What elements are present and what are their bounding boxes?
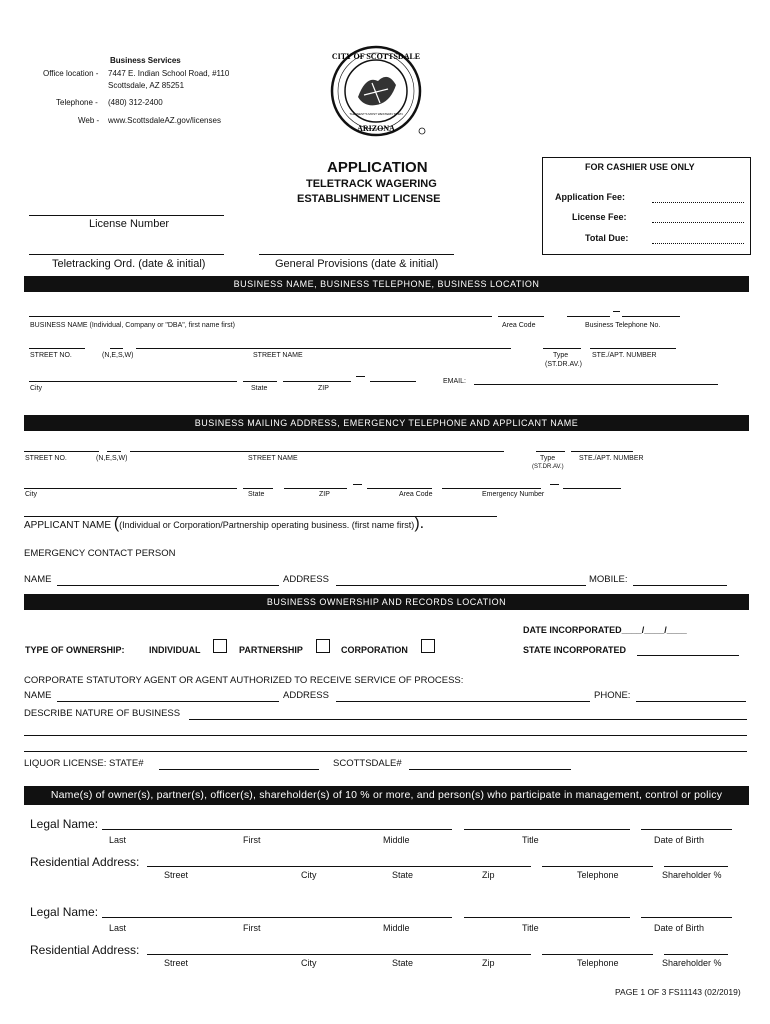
- seal-subtext: THE WEST'S MOST WESTERN TOWN: [349, 112, 403, 116]
- license-fee-field[interactable]: [652, 222, 744, 223]
- mail-street-no-label: STREET NO.: [25, 455, 67, 462]
- contact-name-field[interactable]: [57, 585, 279, 586]
- residential-label-2: Residential Address:: [30, 943, 140, 957]
- agent-phone-field[interactable]: [636, 701, 746, 702]
- date-incorporated-label[interactable]: DATE INCORPORATED____/____/____: [523, 625, 687, 635]
- last-label-1: Last: [109, 835, 127, 845]
- title-field-2[interactable]: [464, 917, 630, 918]
- license-number-label: License Number: [89, 218, 170, 230]
- seal-text-top: CITY OF SCOTTSDALE: [331, 52, 421, 61]
- last-label-2: Last: [109, 923, 127, 933]
- mail-zip-dash: [353, 484, 362, 485]
- dob-field-2[interactable]: [641, 917, 732, 918]
- email-field[interactable]: [474, 384, 718, 385]
- title-field-1[interactable]: [464, 829, 630, 830]
- application-fee-field[interactable]: [652, 202, 744, 203]
- direction-field[interactable]: [110, 348, 123, 349]
- tel-dash: [613, 311, 620, 312]
- telephone-label-2: Telephone: [577, 958, 619, 968]
- agent-phone-label: PHONE:: [594, 690, 631, 701]
- teletrack-ord-label: Teletracking Ord. (date & initial): [52, 258, 206, 270]
- mail-street-name-label: STREET NAME: [248, 455, 298, 462]
- title-label-1: Title: [522, 835, 539, 845]
- state-field[interactable]: [243, 381, 277, 382]
- mail-direction-label: (N,E,S,W): [96, 455, 128, 462]
- dob-field-1[interactable]: [641, 829, 732, 830]
- license-fee-label: License Fee:: [572, 212, 627, 222]
- web-label: Web -: [78, 116, 100, 125]
- state-label-2: State: [392, 958, 414, 968]
- direction-label: (N,E,S,W): [102, 352, 134, 359]
- telephone-field-2[interactable]: [542, 954, 653, 955]
- ste-apt-field[interactable]: [590, 348, 676, 349]
- agent-name-field[interactable]: [57, 701, 279, 702]
- city-seal-icon: [328, 45, 428, 139]
- business-name-field[interactable]: [29, 316, 492, 317]
- corporation-label: CORPORATION: [341, 645, 408, 655]
- license-number-field[interactable]: [29, 215, 224, 216]
- first-label-1: First: [243, 835, 261, 845]
- zip-dash: [356, 376, 365, 377]
- mail-street-type-label: Type: [540, 455, 556, 462]
- contact-mobile-field[interactable]: [633, 585, 727, 586]
- zip-label-1: Zip: [482, 870, 495, 880]
- total-due-field[interactable]: [652, 243, 744, 244]
- title-line2: ESTABLISHMENT LICENSE: [297, 193, 441, 205]
- state-incorporated-label: STATE INCORPORATED: [523, 645, 626, 655]
- city-label-1: City: [301, 870, 317, 880]
- legal-name-label-1: Legal Name:: [30, 817, 99, 831]
- mail-ste-apt-label: STE./APT. NUMBER: [579, 455, 644, 462]
- phone-label: Telephone -: [56, 98, 98, 107]
- zip-label: ZIP: [318, 385, 329, 392]
- street-label-2: Street: [164, 958, 189, 968]
- contact-mobile-label: MOBILE:: [589, 574, 628, 585]
- state-incorporated-field[interactable]: [637, 655, 739, 656]
- tel-prefix-field[interactable]: [567, 316, 610, 317]
- emergency-area-code-field[interactable]: [442, 488, 541, 489]
- mail-state-field[interactable]: [243, 488, 273, 489]
- nature-of-business-line2[interactable]: [24, 735, 747, 736]
- mail-city-field[interactable]: [24, 488, 237, 489]
- agent-name-label: NAME: [24, 690, 52, 701]
- shareholder-label-2: Shareholder %: [662, 958, 722, 968]
- total-due-label: Total Due:: [585, 233, 629, 243]
- mail-zip-field[interactable]: [284, 488, 347, 489]
- zip-field[interactable]: [283, 381, 351, 382]
- residential-label-1: Residential Address:: [30, 855, 140, 869]
- contact-address-field[interactable]: [336, 585, 586, 586]
- office-phone: (480) 312-2400: [108, 98, 163, 107]
- office-label: Office location -: [43, 69, 99, 78]
- teletrack-ord-field[interactable]: [29, 254, 224, 255]
- agent-address-label: ADDRESS: [283, 690, 329, 701]
- type-of-ownership-label: TYPE OF OWNERSHIP:: [25, 645, 125, 655]
- state-label: State: [251, 385, 268, 392]
- legal-name-field-2[interactable]: [102, 917, 452, 918]
- general-provisions-label: General Provisions (date & initial): [275, 258, 439, 270]
- section-owners-bar: Name(s) of owner(s), partner(s), officer(s), shareholder(s) of 10 % or more, and person(s) who participate in management, control or policy: [24, 786, 749, 805]
- mail-street-name-field[interactable]: [130, 451, 504, 452]
- emergency-number-label: Emergency Number: [482, 491, 545, 498]
- shareholder-field-1[interactable]: [664, 866, 728, 867]
- partnership-checkbox[interactable]: [316, 639, 330, 653]
- partnership-label: PARTNERSHIP: [239, 645, 303, 655]
- legal-name-field-1[interactable]: [102, 829, 452, 830]
- web-url: www.ScottsdaleAZ.gov/licenses: [108, 116, 221, 125]
- business-name-label: BUSINESS NAME (Individual, Company or "DBA", first name first): [30, 322, 235, 329]
- nature-of-business-label: DESCRIBE NATURE OF BUSINESS: [24, 708, 181, 719]
- zip-label-2: Zip: [482, 958, 495, 968]
- contact-address-label: ADDRESS: [283, 574, 329, 585]
- dept-name: Business Services: [110, 56, 181, 65]
- tel-line-field[interactable]: [622, 316, 680, 317]
- street-type-field[interactable]: [543, 348, 581, 349]
- application-fee-label: Application Fee:: [555, 192, 626, 202]
- dob-label-2: Date of Birth: [654, 923, 705, 933]
- middle-label-1: Middle: [383, 835, 410, 845]
- telephone-label-1: Telephone: [577, 870, 619, 880]
- corporation-checkbox[interactable]: [421, 639, 435, 653]
- applicant-name-text: APPLICANT NAME: [24, 520, 112, 531]
- liquor-state-label: LIQUOR LICENSE: STATE#: [24, 758, 144, 769]
- street-label-1: Street: [164, 870, 189, 880]
- emergency-contact-heading: EMERGENCY CONTACT PERSON: [24, 548, 176, 559]
- section-ownership-bar: BUSINESS OWNERSHIP AND RECORDS LOCATION: [24, 594, 749, 610]
- shareholder-label-1: Shareholder %: [662, 870, 722, 880]
- residential-field-1[interactable]: [147, 866, 531, 867]
- city-field[interactable]: [29, 381, 237, 382]
- mail-zip-label: ZIP: [319, 491, 330, 498]
- mail-street-no-field[interactable]: [24, 451, 99, 452]
- applicant-name-field[interactable]: [24, 516, 497, 517]
- liquor-scottsdale-label: SCOTTSDALE#: [333, 758, 402, 769]
- city-label: City: [30, 385, 43, 392]
- state-label-1: State: [392, 870, 414, 880]
- business-tel-label: Business Telephone No.: [585, 322, 661, 329]
- dob-label-1: Date of Birth: [654, 835, 705, 845]
- telephone-field-1[interactable]: [542, 866, 653, 867]
- individual-checkbox[interactable]: [213, 639, 227, 653]
- mail-street-type-sub: (ST.DR.AV.): [532, 464, 564, 470]
- residential-field-2[interactable]: [147, 954, 531, 955]
- office-line2: Scottsdale, AZ 85251: [108, 81, 185, 90]
- liquor-state-field[interactable]: [159, 769, 319, 770]
- mail-zip4-field[interactable]: [367, 488, 432, 489]
- mail-state-label: State: [248, 491, 265, 498]
- mail-street-type-field[interactable]: [536, 451, 565, 452]
- section-mailing-address-bar: BUSINESS MAILING ADDRESS, EMERGENCY TELEPHONE AND APPLICANT NAME: [24, 415, 749, 431]
- agent-address-field[interactable]: [336, 701, 590, 702]
- mail-ste-apt-field[interactable]: [571, 451, 633, 452]
- area-code-label: Area Code: [502, 322, 536, 329]
- individual-label: INDIVIDUAL: [149, 645, 201, 655]
- emergency-area-code-label: Area Code: [399, 491, 433, 498]
- middle-label-2: Middle: [383, 923, 410, 933]
- agent-heading: CORPORATE STATUTORY AGENT OR AGENT AUTHORIZED TO RECEIVE SERVICE OF PROCESS:: [24, 675, 464, 686]
- ste-apt-label: STE./APT. NUMBER: [592, 352, 657, 359]
- email-label: EMAIL:: [443, 378, 466, 385]
- page-title: APPLICATION: [327, 159, 428, 176]
- page-footer: PAGE 1 OF 3 FS11143 (02/2019): [615, 987, 741, 997]
- title-label-2: Title: [522, 923, 539, 933]
- applicant-name-note: (Individual or Corporation/Partnership operating business. (first name first): [119, 520, 415, 530]
- seal-text-bottom: ARIZONA: [357, 124, 395, 133]
- shareholder-field-2[interactable]: [664, 954, 728, 955]
- contact-name-label: NAME: [24, 574, 52, 585]
- zip4-field[interactable]: [370, 381, 416, 382]
- title-line1: TELETRACK WAGERING: [306, 178, 437, 190]
- section-business-location-bar: BUSINESS NAME, BUSINESS TELEPHONE, BUSINESS LOCATION: [24, 276, 749, 292]
- area-code-field[interactable]: [498, 316, 544, 317]
- nature-of-business-field[interactable]: [189, 719, 747, 720]
- street-type-sub: (ST.DR.AV.): [545, 361, 582, 368]
- mail-city-label: City: [25, 491, 38, 498]
- office-line1: 7447 E. Indian School Road, #110: [108, 69, 230, 78]
- street-no-field[interactable]: [29, 348, 85, 349]
- street-no-label: STREET NO.: [30, 352, 72, 359]
- street-name-field[interactable]: [136, 348, 511, 349]
- emergency-number-field[interactable]: [563, 488, 621, 489]
- emergency-dash: [550, 484, 559, 485]
- nature-of-business-line3[interactable]: [24, 751, 747, 752]
- liquor-scottsdale-field[interactable]: [409, 769, 571, 770]
- applicant-name-close: ).: [414, 515, 425, 532]
- street-name-label: STREET NAME: [253, 352, 303, 359]
- street-type-label: Type: [553, 352, 569, 359]
- mail-direction-field[interactable]: [107, 451, 121, 452]
- general-provisions-field[interactable]: [259, 254, 454, 255]
- first-label-2: First: [243, 923, 261, 933]
- city-label-2: City: [301, 958, 317, 968]
- cashier-heading: FOR CASHIER USE ONLY: [585, 162, 695, 172]
- legal-name-label-2: Legal Name:: [30, 905, 99, 919]
- applicant-name-label: APPLICANT NAME ((Individual or Corporation/Partnership operating business. (first name first)).: [24, 515, 425, 532]
